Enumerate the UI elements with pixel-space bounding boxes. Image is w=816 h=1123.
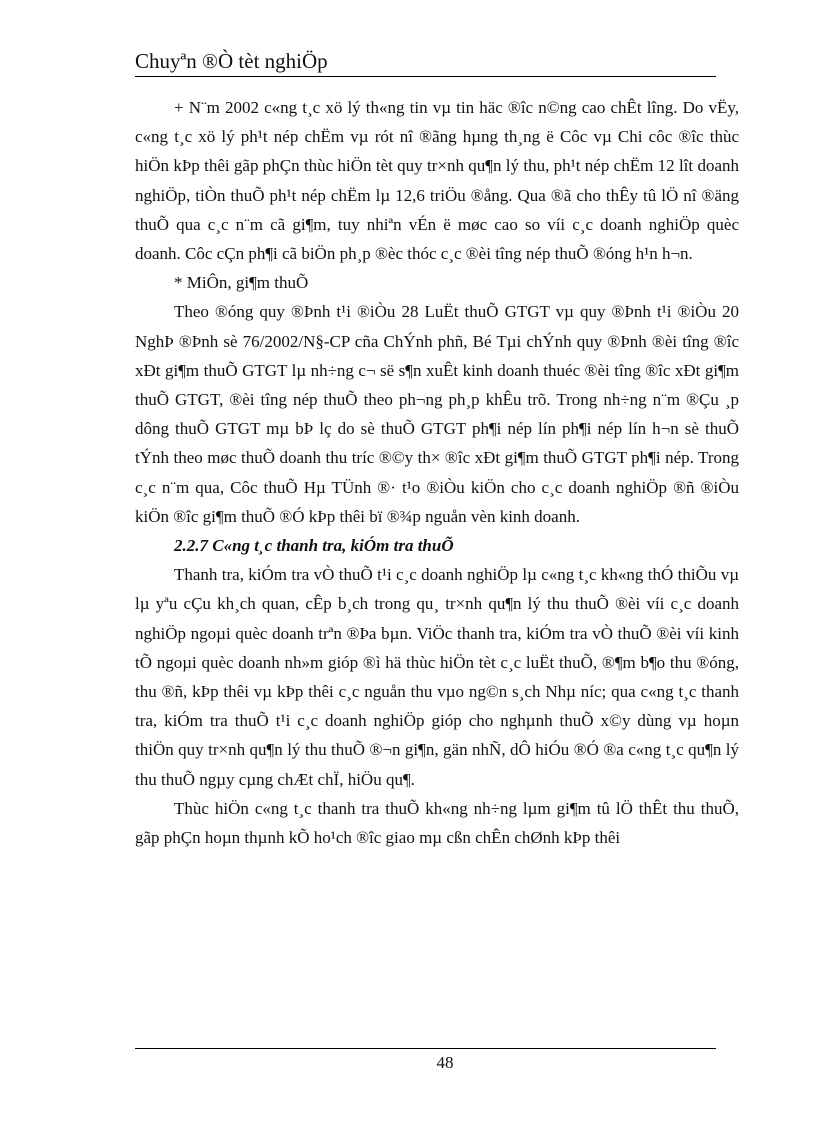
footer-divider xyxy=(135,1048,716,1049)
paragraph-tax-reduction: Theo ®óng quy ®Þnh t¹i ®iÒu 28 LuËt thuÕ GTGT vµ quy ®Þnh t¹i ®iÒu 20 NghÞ ®Þnh sè 76/2002/N§-CP cña ChÝnh phñ, Bé Tµi chÝnh quy ®Þnh ®èi tîng ®îc xÐt gi¶m thuÕ GTGT lµ nh÷ng c¬ së s¶n xuÊt kinh doanh thuéc ®èi tîng ®îc xÐt gi¶m thuÕ GTGT, ®èi tîng nép thuÕ theo ph¬ng ph¸p khÊu trõ. Trong nh÷ng n¨m ®Çu ¸p dông thuÕ GTGT mµ bÞ lç do sè thuÕ GTGT ph¶i nép lín ph¶i nép lín h¬n sè thuÕ tÝnh theo møc thuÕ doanh thu tríc ®©y th× ®îc xÐt gi¶m thuÕ GTGT ph¶i nép. Trong c¸c n¨m qua, Côc thuÕ Hµ TÜnh ®· t¹o ®iÒu kiÖn cho c¸c doanh nghiÖp ®ñ ®iÒu kiÖn ®îc gi¶m thuÕ ®Ó kÞp thêi bï ®¾p nguån vèn kinh doanh. xyxy=(135,302,739,526)
paragraph-inspection-continued: Thùc hiÖn c«ng t¸c thanh tra thuÕ kh«ng nh÷ng lµm gi¶m tû lÖ thÊt thu thuÕ, gãp phÇn hoµn thµnh kÕ ho¹ch ®îc giao mµ cßn chÊn chØnh kÞp thêi xyxy=(135,798,739,848)
page-number: 48 xyxy=(436,1053,454,1072)
paragraph-it-processing: + N¨m 2002 c«ng t¸c xö lý th«ng tin vµ tin häc ®îc n©ng cao chÊt lîng. Do vËy, c«ng t¸c xö lý ph¹t nép chËm vµ rót nî ®ãng hµng th¸ng ë Côc vµ Chi côc ®îc thùc hiÖn kÞp thêi gãp phÇn thùc hiÖn tèt quy tr×nh qu¶n lý thu, ph¹t nép chËm 12 lît doanh nghiÖp, tiÒn thuÕ ph¹t nép chËm lµ 12,6 triÖu ®ång. Qua ®ã cho thÊy tû lÖ nî ®äng thuÕ qua c¸c n¨m cã gi¶m, tuy nhiªn vÉn ë møc cao so víi c¸c doanh nghiÖp quèc doanh. Côc cÇn ph¶i cã biÖn ph¸p ®èc thóc c¸c ®èi tîng nép thuÕ ®óng h¹n h¬n. xyxy=(135,98,739,264)
running-header: Chuyªn ®Ò tèt nghiÖp xyxy=(135,49,328,73)
paragraph-inspection: Thanh tra, kiÓm tra vÒ thuÕ t¹i c¸c doanh nghiÖp lµ c«ng t¸c kh«ng thÓ thiÕu vµ lµ yªu cÇu kh¸ch quan, cÊp b¸ch trong qu¸ tr×nh qu¶n lý thu thuÕ ®èi víi c¸c doanh nghiÖp ngoµi quèc doanh trªn ®Þa bµn. ViÖc thanh tra, kiÓm tra vÒ thuÕ ®èi víi kinh tÕ ngoµi quèc doanh nh»m gióp ®ì hä thùc hiÖn tèt c¸c luËt thuÕ, ®¶m b¶o thu ®óng, thu ®ñ, kÞp thêi vµ kÞp thêi c¸c nguån thu vµo ng©n s¸ch Nhµ níc; qua c«ng t¸c thanh tra, kiÓm tra thuÕ t¹i c¸c doanh nghiÖp gióp cho nghµnh thuÕ x©y dùng vµ hoµn thiÖn quy tr×nh qu¶n lý thu thuÕ ®¬n gi¶n, gän nhÑ, dÔ hiÓu ®Ó ®a c«ng t¸c qu¶n lý thu thuÕ ngµy cµng chÆt chÏ, hiÖu qu¶. xyxy=(135,565,739,789)
section-heading: 2.2.7 C«ng t¸c thanh tra, kiÓm tra thuÕ xyxy=(174,536,454,556)
header-divider xyxy=(135,76,716,77)
paragraph-exemption-heading: * MiÔn, gi¶m thuÕ xyxy=(174,273,309,293)
document-body xyxy=(135,93,739,852)
